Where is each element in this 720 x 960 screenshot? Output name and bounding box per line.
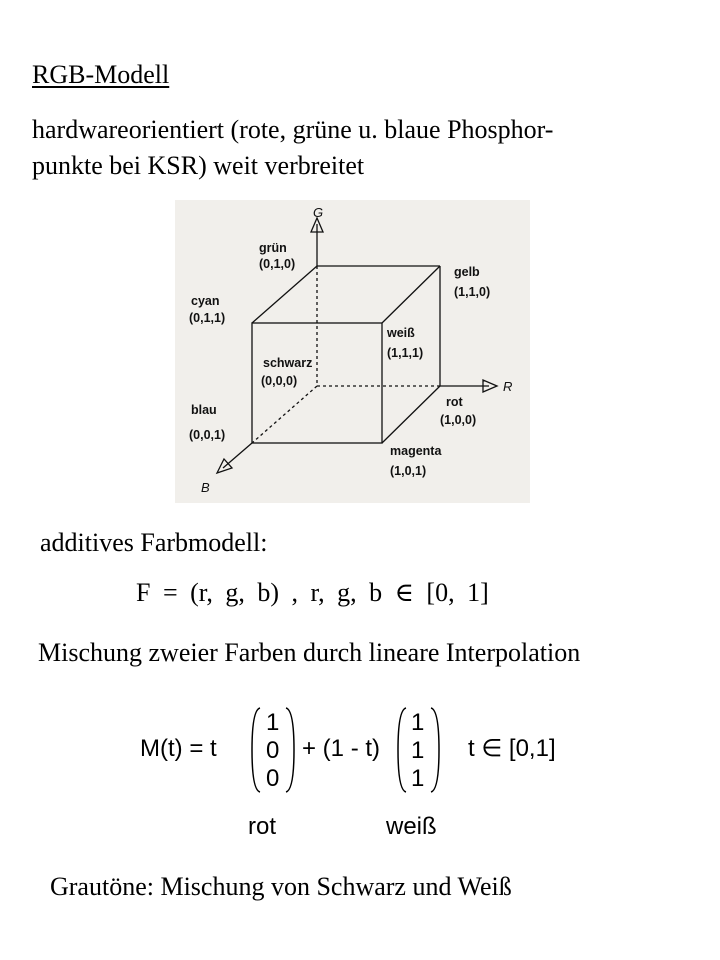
equation-domain: t ∈ [0,1] (468, 735, 556, 762)
vector1-entry: 0 (266, 765, 280, 792)
corner-cyan-coord: (0,1,1) (189, 311, 226, 325)
cube-edge (382, 386, 440, 443)
additive-label: additives Farbmodell: (40, 528, 268, 557)
vector2-left-paren (398, 708, 406, 792)
corner-gelb-name: gelb (454, 265, 480, 279)
vector1-caption: rot (248, 813, 277, 840)
vector1-entry: 0 (266, 737, 280, 764)
vector1-right-paren (286, 708, 294, 792)
interpolation-equation (140, 700, 580, 840)
corner-schwarz-name: schwarz (263, 356, 313, 370)
page-title: RGB-Modell (32, 60, 170, 89)
axis-label-b: B (201, 480, 210, 495)
corner-schwarz-coord: (0,0,0) (261, 374, 298, 388)
vector1-left-paren (252, 708, 260, 792)
vector2-caption: weiß (386, 813, 437, 840)
greyscale-text: Grautöne: Mischung von Schwarz und Weiß (50, 872, 512, 901)
hidden-edge-b-axis (252, 386, 317, 443)
b-axis-line (223, 443, 252, 468)
corner-blau-name: blau (191, 403, 217, 417)
corner-magenta-coord: (1,0,1) (390, 464, 427, 478)
rgb-cube-diagram (175, 200, 530, 503)
corner-magenta-name: magenta (390, 444, 442, 458)
corner-weiss-name: weiß (387, 326, 415, 340)
corner-gruen-name: grün (259, 241, 287, 255)
cube-edge (382, 266, 440, 323)
vector2-entry: 1 (411, 737, 425, 764)
cube-edge (252, 266, 317, 323)
corner-blau-coord: (0,0,1) (189, 428, 226, 442)
equation-plus-term: + (1 - t) (302, 735, 381, 762)
corner-gruen-coord: (0,1,0) (259, 257, 296, 271)
axis-label-r: R (503, 379, 513, 394)
axis-label-g: G (313, 205, 324, 220)
corner-rot-coord: (1,0,0) (440, 413, 477, 427)
intro-text (32, 112, 553, 184)
intro-line-1: hardwareorientiert (rote, grüne u. blaue Phosphor- (32, 115, 554, 144)
intro-line-2: punkte bei KSR) weit verbreitet (32, 151, 365, 180)
corner-cyan-name: cyan (191, 294, 220, 308)
mixing-label: Mischung zweier Farben durch lineare Interpolation (38, 638, 581, 667)
corner-gelb-coord: (1,1,0) (454, 285, 491, 299)
equation-lhs: M(t) = t (140, 735, 217, 762)
vector1-entry: 1 (266, 709, 280, 736)
vector2-right-paren (431, 708, 439, 792)
vector2-entry: 1 (411, 765, 425, 792)
corner-weiss-coord: (1,1,1) (387, 346, 424, 360)
vector2-entry: 1 (411, 709, 425, 736)
corner-rot-name: rot (446, 395, 463, 409)
color-formula: F = (r, g, b) , r, g, b ∈ [0, 1] (136, 578, 489, 607)
